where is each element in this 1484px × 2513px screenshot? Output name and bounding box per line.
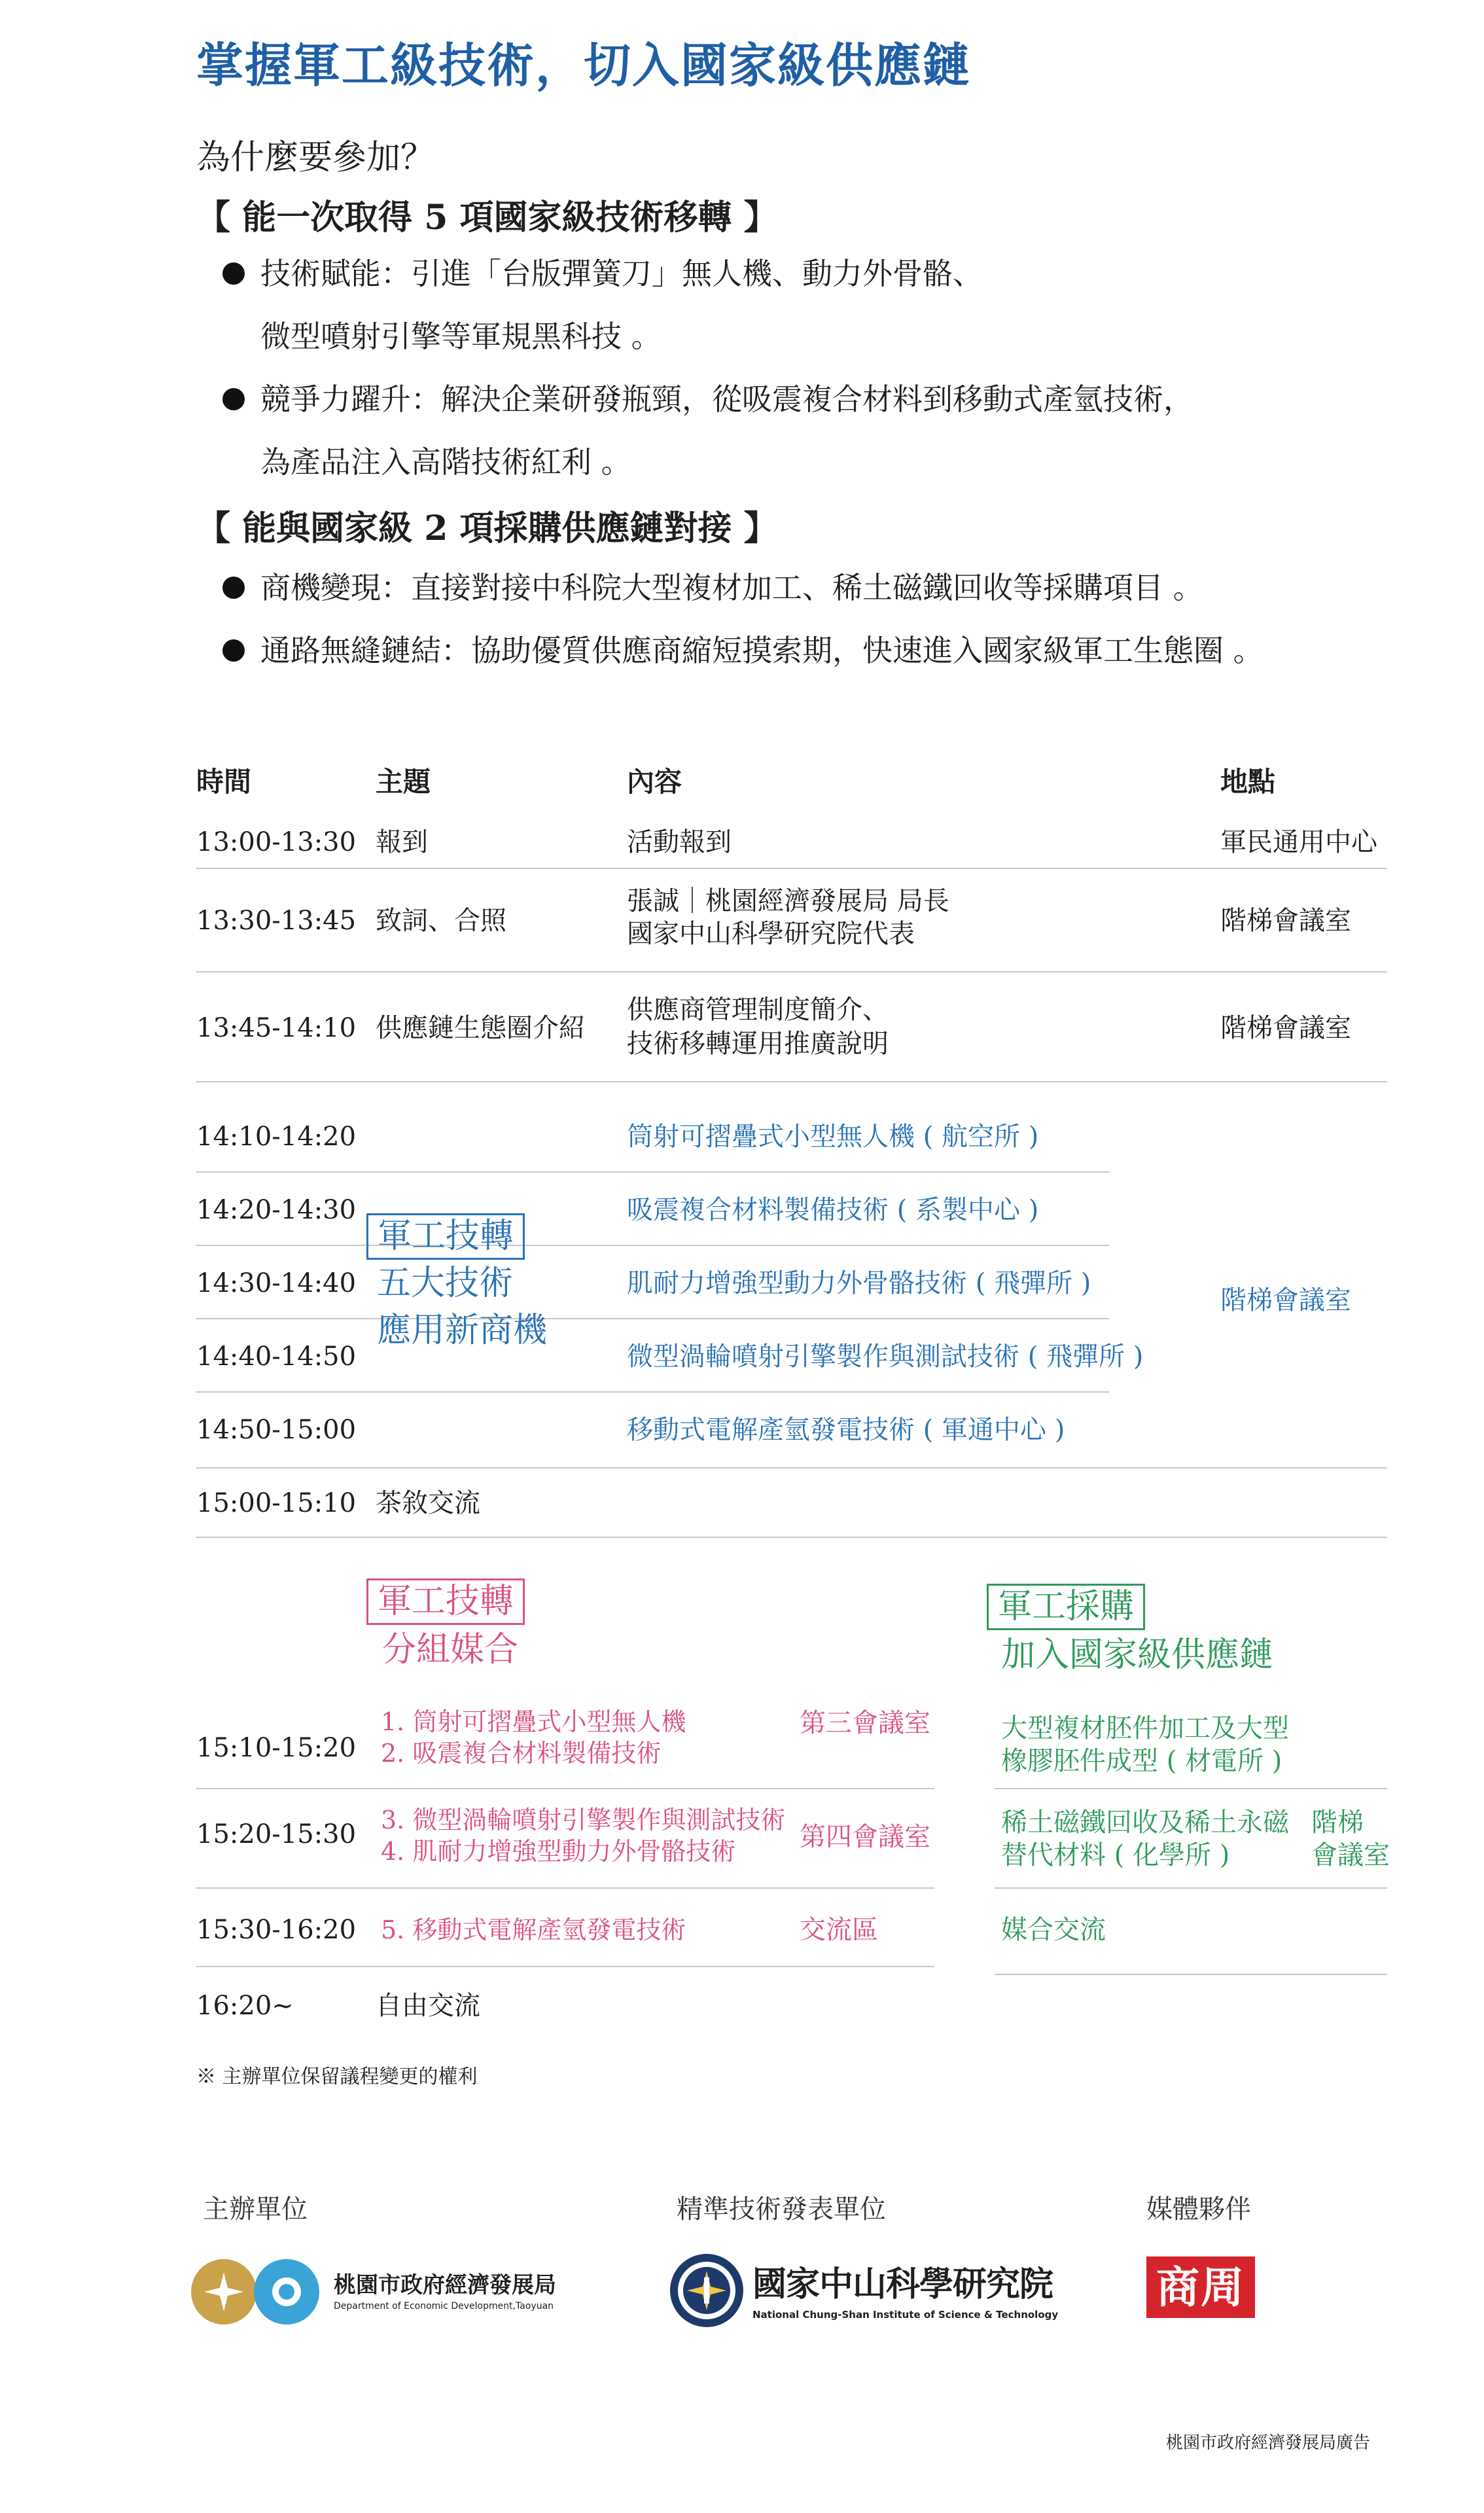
- bullet-2-cont: 為產品注入高階技術紅利 。: [260, 444, 631, 480]
- match3-right-1: 媒合交流: [1001, 1915, 1106, 1945]
- match3-left-1: 5. 移動式電解產氫發電技術: [381, 1916, 686, 1944]
- bullet-1: [222, 250, 983, 293]
- tech-unit-label: 精準技術發表單位: [677, 2194, 886, 2224]
- match-right-sub: 加入國家級供應鏈: [1001, 1635, 1274, 1675]
- ncsist-name-en: National Chung-Shan Institute of Science & Technology: [752, 2309, 1059, 2321]
- ncsist-emblem-icon: [667, 2251, 746, 2330]
- bullet-dot-icon: [222, 639, 245, 662]
- media-logo: 商周: [1146, 2256, 1255, 2318]
- row3-topic: 供應鏈生態圈介紹: [376, 1013, 585, 1043]
- match1-right-1: 大型複材胚件加工及大型: [1001, 1713, 1289, 1743]
- tech3-time: 14:30-14:40: [196, 1268, 357, 1298]
- match1-left-2: 2. 吸震複合材料製備技術: [381, 1739, 662, 1768]
- row3-time: 13:45-14:10: [196, 1013, 357, 1043]
- match-right-box: [987, 1584, 1145, 1630]
- row-divider: [196, 1391, 1109, 1393]
- tech-place: 階梯會議室: [1220, 1285, 1351, 1315]
- match1-time: 15:10-15:20: [196, 1733, 357, 1763]
- tea-time: 15:00-15:10: [196, 1488, 357, 1518]
- why-heading: 為什麼要參加？: [196, 138, 435, 177]
- match1-left-1: 1. 筒射可摺疊式小型無人機: [381, 1707, 686, 1736]
- row2-topic: 致詞、合照: [376, 906, 506, 936]
- bullet-2-text: 競爭力躍升：解決企業研發瓶頸，從吸震複合材料到移動式產氫技術，: [260, 382, 1193, 417]
- free-topic: 自由交流: [376, 1991, 480, 2021]
- match2-time: 15:20-15:30: [196, 1819, 357, 1849]
- header-time: 時間: [196, 766, 252, 798]
- match-left-box-label: 軍工技轉: [366, 1578, 525, 1625]
- tech4-time: 14:40-14:50: [196, 1342, 357, 1372]
- tea-topic: 茶敘交流: [376, 1488, 480, 1518]
- header-place: 地點: [1220, 766, 1276, 798]
- page-title: 掌握軍工級技術，切入國家級供應鏈: [196, 37, 972, 93]
- host-logo-icon: [190, 2258, 321, 2326]
- row-divider: [196, 1966, 934, 1967]
- row2-content-1: 張誠｜桃園經濟發展局 局長: [627, 886, 949, 916]
- match-left-box: [366, 1578, 525, 1625]
- section2-heading: 【 能與國家級 2 項採購供應鏈對接 】: [196, 508, 778, 548]
- match2-right-1: 稀土磁鐵回收及稀土永磁: [1001, 1808, 1289, 1838]
- bullet-1-text: 技術賦能：引進「台版彈簧刀」無人機、動力外骨骼、: [260, 256, 983, 291]
- row-divider: [196, 868, 1387, 869]
- row-divider: [196, 1245, 1109, 1246]
- match-right-place-1: 階梯: [1311, 1808, 1364, 1838]
- ncsist-name: 國家中山科學研究院: [752, 2264, 1053, 2304]
- match2-left-1: 3. 微型渦輪噴射引擎製作與測試技術: [381, 1806, 786, 1834]
- match2-left-2: 4. 肌耐力增強型動力外骨骼技術: [381, 1837, 736, 1866]
- bullet-2: [222, 376, 1193, 419]
- row-divider: [196, 1081, 1387, 1082]
- bullet-4-text: 通路無縫鏈結：協助優質供應商縮短摸索期，快速進入國家級軍工生態圈 。: [260, 633, 1263, 668]
- row-divider: [196, 1537, 1387, 1538]
- media-label: 媒體夥伴: [1146, 2194, 1251, 2224]
- row2-place: 階梯會議室: [1220, 906, 1351, 936]
- row-divider: [196, 1467, 1387, 1469]
- bullet-dot-icon: [222, 388, 245, 410]
- row3-content-2: 技術移轉運用推廣說明: [627, 1029, 889, 1059]
- bullet-3-text: 商機變現：直接對接中科院大型複材加工、稀土磁鐵回收等採購項目 。: [260, 570, 1203, 605]
- tech-topic-line3: 應用新商機: [377, 1311, 548, 1350]
- tech2-content: 吸震複合材料製備技術 ( 系製中心 ): [627, 1195, 1039, 1225]
- tech2-time: 14:20-14:30: [196, 1195, 357, 1225]
- tech-topic-box: [366, 1213, 525, 1260]
- bullet-4: [222, 627, 1263, 670]
- host-label: 主辦單位: [203, 2194, 308, 2224]
- host-name: 桃園市政府經濟發展局: [334, 2272, 556, 2298]
- section1-heading: 【 能一次取得 5 項國家級技術移轉 】: [196, 198, 778, 238]
- row1-content: 活動報到: [627, 827, 732, 857]
- tech3-content: 肌耐力增強型動力外骨骼技術 ( 飛彈所 ): [627, 1268, 1091, 1298]
- row-divider: [196, 1171, 1109, 1173]
- match-right-place-2: 會議室: [1311, 1840, 1390, 1870]
- row-divider: [196, 1887, 934, 1889]
- header-content: 內容: [627, 766, 682, 798]
- bullet-dot-icon: [222, 262, 245, 285]
- row-divider: [995, 1974, 1387, 1975]
- bullet-dot-icon: [222, 577, 245, 599]
- row3-content-1: 供應商管理制度簡介、: [627, 995, 889, 1025]
- match1-room: 第三會議室: [800, 1708, 930, 1738]
- bullet-3: [222, 564, 1203, 607]
- tech5-content: 移動式電解產氫發電技術 ( 軍通中心 ): [627, 1415, 1065, 1445]
- free-time: 16:20~: [196, 1991, 294, 2021]
- row1-time: 13:00-13:30: [196, 827, 357, 857]
- row-divider: [196, 1318, 1109, 1319]
- match2-right-2: 替代材料 ( 化學所 ): [1001, 1840, 1230, 1870]
- match3-room: 交流區: [800, 1915, 878, 1945]
- row-divider: [196, 971, 1387, 972]
- row1-topic: 報到: [376, 827, 428, 857]
- match1-right-2: 橡膠胚件成型 ( 材電所 ): [1001, 1746, 1282, 1776]
- tech1-time: 14:10-14:20: [196, 1122, 357, 1152]
- change-note: ※ 主辦單位保留議程變更的權利: [196, 2065, 478, 2088]
- row-divider: [995, 1788, 1387, 1789]
- match-left-sub: 分組媒合: [382, 1630, 519, 1669]
- row1-place: 軍民通用中心: [1220, 827, 1377, 857]
- match-right-box-label: 軍工採購: [987, 1584, 1145, 1630]
- ncsist-emblem: [667, 2251, 746, 2332]
- header-topic: 主題: [376, 766, 431, 798]
- row2-content-2: 國家中山科學研究院代表: [627, 919, 915, 949]
- tech-topic-line2: 五大技術: [377, 1264, 514, 1303]
- match3-time: 15:30-16:20: [196, 1915, 357, 1945]
- row2-time: 13:30-13:45: [196, 906, 357, 936]
- ad-note: 桃園市政府經濟發展局廣告: [1166, 2433, 1371, 2453]
- row-divider: [196, 1788, 934, 1789]
- row-divider: [995, 1887, 1387, 1889]
- match2-room: 第四會議室: [800, 1822, 930, 1852]
- tech1-content: 筒射可摺疊式小型無人機 ( 航空所 ): [627, 1122, 1039, 1152]
- row3-place: 階梯會議室: [1220, 1013, 1351, 1043]
- tech5-time: 14:50-15:00: [196, 1415, 357, 1445]
- host-name-en: Department of Economic Development,Taoyuan: [334, 2301, 554, 2311]
- tech-topic-box-label: 軍工技轉: [366, 1213, 525, 1260]
- host-logo: [190, 2258, 321, 2328]
- bullet-1-cont: 微型噴射引擎等軍規黑科技 。: [260, 319, 662, 354]
- tech4-content: 微型渦輪噴射引擎製作與測試技術 ( 飛彈所 ): [627, 1342, 1144, 1372]
